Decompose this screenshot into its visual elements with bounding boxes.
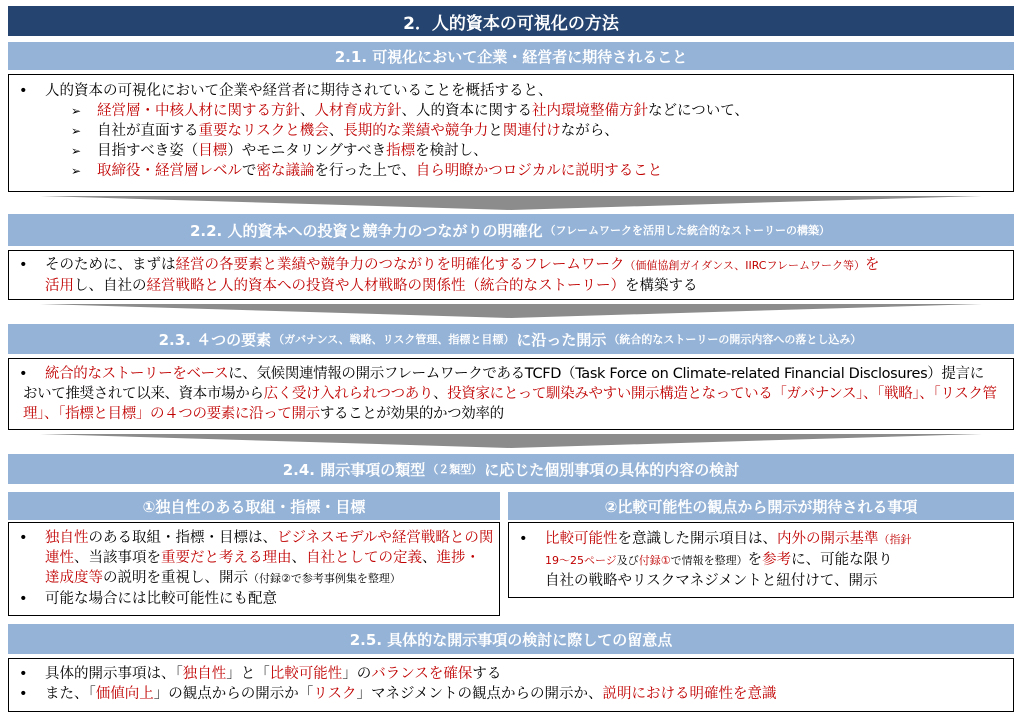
section-2-4-left-second: • 可能な場合には比較可能性にも配意 [19, 591, 277, 607]
text-run: 経営の各要素と業績や競争力のつながりを明確化するフレームワーク [175, 257, 625, 273]
section-2-4-right-box [508, 522, 1014, 598]
section-2-4-left-box [8, 522, 500, 616]
text-run: 指標 [386, 143, 416, 159]
text-run: 経営層・中核人材に関する方針 [97, 103, 300, 119]
section-2-4-left-heading: ①独自性のある取組・指標・目標 [8, 492, 500, 520]
section-2-4-left-line [9, 568, 499, 589]
text-run: 達成度等 [45, 570, 103, 586]
text-run: リスク [313, 686, 357, 702]
section-2-1-box [8, 74, 1014, 192]
bullet-icon: • [19, 530, 28, 546]
text-run: 人材育成方針 [314, 103, 402, 119]
text-run: 比較可能性 [545, 531, 618, 547]
text-run: （価値協創ガイダンス、IIRCフレームワーク等） [624, 259, 866, 272]
section-2-4-right-heading: ②比較可能性の観点から開示が期待される事項 [508, 492, 1014, 520]
text-run: のある取組・指標・目標は、 [88, 530, 277, 546]
text-run: を [865, 257, 880, 273]
text-run: 自ら明瞭かつロジカルに説明すること [415, 163, 663, 179]
text-run: また、「 [45, 686, 96, 702]
text-run: 重要だと考える理由 [161, 550, 292, 566]
text-run: 付録① [638, 554, 671, 567]
text-run: 具体的開示事項は、「 [45, 666, 183, 682]
bullet-icon: • [19, 257, 28, 273]
flow-arrow [40, 196, 982, 210]
text-run: 独自性 [45, 530, 89, 546]
text-run: に、気候関連情報の開示フレームワークであるTCFD（Task Force on Climate-related Financial Disclosures）提言に [228, 366, 984, 382]
section-2-5-box [8, 658, 1014, 712]
text-run: 、人的資本に関する [401, 103, 532, 119]
text-run: に、可能な限り [791, 552, 893, 568]
text-run: 目指すべき姿（ [97, 143, 199, 159]
text-run: などについて、 [648, 103, 749, 119]
section-2-1-item [9, 121, 1013, 141]
text-run: 経営戦略と人的資本への投資や人材戦略の関係性（統合的なストーリー） [146, 278, 625, 294]
text-run: を検討し、 [415, 143, 488, 159]
text-run: 進捗・ [436, 550, 480, 566]
section-2-5-line [9, 684, 1013, 704]
section-2-3-line [9, 384, 1013, 404]
text-run: 、 [422, 550, 437, 566]
section-2-1-item [9, 141, 1013, 161]
section-2-3-heading: 2.3. ４つの要素 （ガバナンス、戦略、リスク管理、指標と目標） に沿った開示 （統合的なストーリーの開示内容への落とし込み） [8, 324, 1014, 354]
section-2-3-line [9, 364, 1013, 384]
section-2-4-right-line [509, 571, 1013, 591]
text-run: と [488, 123, 503, 139]
text-run: 、 [433, 386, 448, 402]
section-2-1-item [9, 161, 1013, 181]
text-run: 統合的なストーリーをベース [45, 366, 229, 382]
section-2-5-line [9, 664, 1013, 684]
text-run: を [747, 552, 763, 568]
section-2-2-line [9, 276, 1013, 296]
section-2-4-right-line [509, 529, 1013, 550]
section-2-2-line [9, 255, 1013, 276]
text-run: 19～25ページ [545, 554, 617, 567]
section-2-4-left-line [9, 548, 499, 568]
text-run: 活用 [45, 278, 74, 294]
text-run: 長期的な業績や競争力 [343, 123, 489, 139]
text-run: 連性 [45, 550, 74, 566]
text-run: 」の観点からの開示か「 [153, 686, 314, 702]
text-run: 及び [616, 554, 639, 567]
text-run: 独自性 [182, 666, 227, 682]
text-run: 」と「 [226, 666, 270, 682]
text-run: 参考 [762, 552, 792, 568]
text-run: 、 [300, 103, 315, 119]
section-2-1-item [9, 101, 1013, 121]
text-run: そのために、まずは [45, 257, 176, 273]
text-run: を意識した開示項目は、 [617, 531, 777, 547]
text-run: ながら、 [560, 123, 619, 139]
page-title: 2．人的資本の可視化の方法 [8, 6, 1014, 36]
bullet-icon: • [519, 531, 528, 547]
text-run: 投資家にとって馴染みやすい開示構造となっている「ガバナンス」、「戦略」、「リスク管 [447, 386, 997, 402]
bullet-icon: • [19, 686, 28, 702]
section-2-4-heading: 2.4. 開示事項の類型 （２類型） に応じた個別事項の具体的内容の検討 [8, 454, 1014, 484]
text-run: 内外の開示基準 [777, 531, 879, 547]
bullet-icon: • [19, 666, 28, 682]
text-run: 理」、「指標と目標」の４つの要素に沿って開示 [23, 406, 320, 422]
section-2-2-heading: 2.2. 人的資本への投資と競争力のつながりの明確化 （フレームワークを活用した統合的なストーリーの構築） [8, 214, 1014, 246]
arrow-bullet-icon: ➢ [71, 124, 82, 138]
section-2-5-heading: 2.5. 具体的な開示事項の検討に際しての留意点 [8, 624, 1014, 654]
text-run: 」の [342, 666, 372, 682]
text-run: ビジネスモデルや経営戦略との関 [277, 530, 494, 546]
text-run: 説明における明確性を意識 [602, 686, 777, 702]
text-run: 、 [328, 123, 344, 139]
text-run: し、自社の [74, 278, 147, 294]
text-run: を構築する [625, 278, 698, 294]
section-2-3-line [9, 404, 1013, 424]
text-run: バランスを確保 [371, 666, 473, 682]
flow-arrow [40, 304, 982, 318]
text-run: 社内環境整備方針 [532, 103, 648, 119]
section-2-4-left-line [9, 528, 499, 548]
bullet-icon: • [19, 83, 28, 99]
text-run: 取締役・経営層レベル [97, 163, 242, 179]
section-2-4-right-line [509, 550, 1013, 571]
arrow-bullet-icon: ➢ [71, 104, 82, 118]
text-run: 目標 [198, 143, 228, 159]
text-run: 重要なリスクと機会 [198, 123, 329, 139]
section-2-2-box [8, 250, 1014, 300]
text-run: 価値向上 [95, 686, 154, 702]
text-run: 比較可能性 [269, 666, 343, 682]
text-run: おいて推奨されて以来、資本市場から [23, 386, 264, 402]
section-2-3-box [8, 358, 1014, 430]
text-run: 関連付け [502, 123, 561, 139]
text-run: ）やモニタリングすべき [227, 143, 387, 159]
section-2-1-intro: • 人的資本の可視化において企業や経営者に期待されていることを概括すると、 [19, 83, 553, 99]
bullet-icon: • [19, 591, 28, 607]
arrow-bullet-icon: ➢ [71, 164, 82, 178]
text-run: （指針 [878, 533, 912, 546]
text-run: を行った上で、 [314, 163, 416, 179]
text-run: する [472, 666, 502, 682]
text-run: 自社が直面する [97, 123, 199, 139]
text-run: で情報を整理） [670, 554, 748, 567]
arrow-bullet-icon: ➢ [71, 144, 82, 158]
text-run: 広く受け入れられつつあり [263, 386, 434, 402]
flow-arrow [40, 434, 982, 448]
text-run: することが効果的かつ効率的 [319, 406, 504, 422]
text-run: 自社の戦略やリスクマネジメントと紐付けて、開示 [545, 573, 878, 589]
text-run: の説明を重視し、開示 [103, 570, 248, 586]
text-run: で [242, 163, 257, 179]
section-2-1-heading: 2.1. 可視化において企業・経営者に期待されること [8, 42, 1014, 70]
text-run: （付録②で参考事例集を整理） [248, 572, 401, 585]
text-run: 、 [291, 550, 306, 566]
text-run: 、当該事項を [74, 550, 161, 566]
text-run: 密な議論 [256, 163, 315, 179]
text-run: 」マネジメントの観点からの開示か、 [356, 686, 603, 702]
bullet-icon: • [19, 366, 28, 382]
text-run: 自社としての定義 [306, 550, 422, 566]
